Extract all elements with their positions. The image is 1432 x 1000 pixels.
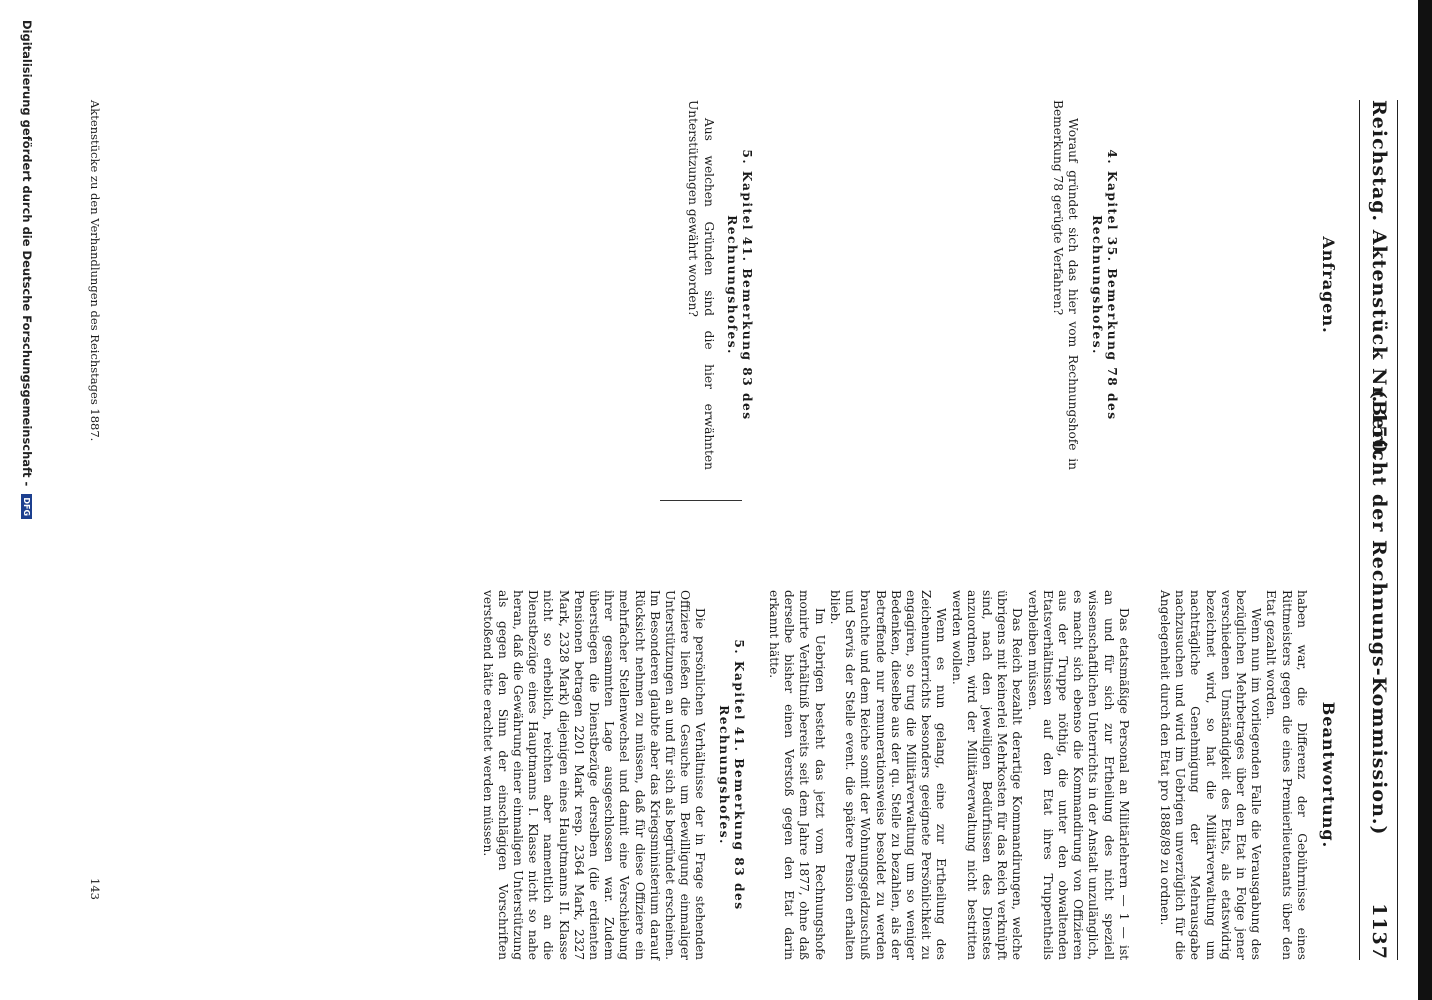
answers-heading: Beantwortung. xyxy=(1319,701,1338,849)
questions-column xyxy=(685,100,1336,470)
answers-column xyxy=(479,590,1336,960)
footer-source: Aktenstücke zu den Verhandlungen des Reichstages 1887. xyxy=(88,100,102,442)
page-number: 1137 xyxy=(1368,903,1390,960)
question-4-heading: 4. Kapitel 35. Bemerkung 78 des Rechnungshofes. xyxy=(1089,149,1119,421)
answer-5-paragraph: Die persönlichen Verhältnisse der in Frage stehenden Offiziere ließen die Gesuche um Bewilligung einmaliger Unterstützungen an und für sich als begründet erscheinen. Im Besonderen glaubte aber das Kriegsministerium darauf Rücksicht nehmen zu müssen, daß für diese Offiziere ein mehrfacher Stellenwechsel und damit eine Verschiebung ihrer gesammten Lage ausgeschlossen war. Zudem überstiegen die Dienstbezüge derselben (die erdienten Pensionen betragen 2201 Mark resp. 2364 Mark, 2327 Mark, 2328 Mark) diejenigen eines Hauptmanns II. Klasse nicht so erheblich, reichten aber namentlich an die Dienstbezüge eines Hauptmanns I. Klasse nicht so nahe heran, daß die Gewährung einer einmaligen Unterstützung als gegen den Sinn der einschlägigen Vorschriften verstoßend hätte erachtet werden müssen. xyxy=(480,590,708,960)
answer-paragraph: haben war, die Differenz der Gebührnisse eines Rittmeisters gegen die eines Premierlieutenants über den Etat gezahlt worden. xyxy=(1264,590,1309,960)
answer-5-heading: 5. Kapitel 41. Bemerkung 83 des Rechnungshofes. xyxy=(716,639,746,911)
scan-edge xyxy=(1418,0,1432,1000)
questions-heading: Anfragen. xyxy=(1319,236,1338,334)
answer-4-paragraph: Das etatsmäßige Personal an Militärlehrern — 1 — ist an und für sich zur Ertheilung des nicht speziell wissenschaftlichen Unterrichts in der Anstalt unzulänglich, es macht sich ebenso die Kommandirung von Offizieren aus der Truppe nöthig, die unter den obwaltenden Etatsverhältnissen auf den Etat ihres Truppentheils verbleiben müssen. xyxy=(1025,590,1131,960)
answer-4-paragraph: Im Uebrigen besteht das jetzt vom Rechnungshofe monirte Verhältniß bereits seit dem Jahre 1877, ohne daß derselbe bisher einen Verstoß gegen den Etat darin erkannt hätte. xyxy=(767,590,827,960)
footer-sheet-number: 143 xyxy=(88,878,102,900)
header-title: (Bericht der Rechnungs-Kommission.) xyxy=(1368,389,1390,836)
credit-text: Digitalisierung gefördert durch die Deutsche Forschungsgemeinschaft - xyxy=(20,20,34,487)
header-right xyxy=(1368,390,1390,960)
answer-4-paragraph: Das Reich bezahlt derartige Kommandirungen, welche übrigens mit keinerlei Mehrkosten für das Reich verknüpft sind, nach den jeweiligen Bedürfnissen des Dienstes anzuordnen, wird der Militärverwaltung nicht bestritten werden wollen. xyxy=(949,590,1025,960)
header-rule-top xyxy=(1397,100,1398,960)
section-separator xyxy=(660,500,742,501)
question-5-heading: 5. Kapitel 41. Bemerkung 83 des Rechnungshofes. xyxy=(724,149,754,421)
digitization-credit xyxy=(20,20,34,1000)
header-rule-bottom xyxy=(1359,100,1360,960)
header-left: Reichstag. Aktenstück Nr. 150. xyxy=(1368,100,1390,462)
answer-paragraph: Wenn nun im vorliegenden Falle die Verausgabung des bezüglichen Mehrbetrages über den Etat in Folge jener verschiedenen Umständigkeit des Etats, als etatswidrig bezeichnet wird, so hat die Militärverwaltung um nachträgliche Genehmigung der Mehrausgabe nachzusuchen und wird im Uebrigen unverzüglich für die Angelegenheit durch den Etat pro 1888/89 zu ordnen. xyxy=(1157,590,1264,960)
question-4-text: Worauf gründet sich das hier vom Rechnungshofe in Bemerkung 78 gerügte Verfahren? xyxy=(1051,100,1081,470)
question-5-text: Aus welchen Gründen sind die hier erwähnten Unterstützungen gewährt worden? xyxy=(686,100,716,470)
answer-4-paragraph: Wenn es nun gelang, eine zur Ertheilung des Zeichenunterrichts besonders geeignete Persönlichkeit zu engagiren, so trug die Militärverwaltung um so weniger Bedenken, dieselbe aus der qu. Stelle zu bezahlen, als der Betreffende nur remunerationsweise besoldet zu werden brauchte und dem Reiche somit der Wohnungsgeldzuschuß und Servis der Stelle event. die spätere Pension erhalten blieb. xyxy=(827,590,949,960)
dfg-logo-icon: DFG xyxy=(21,494,32,519)
